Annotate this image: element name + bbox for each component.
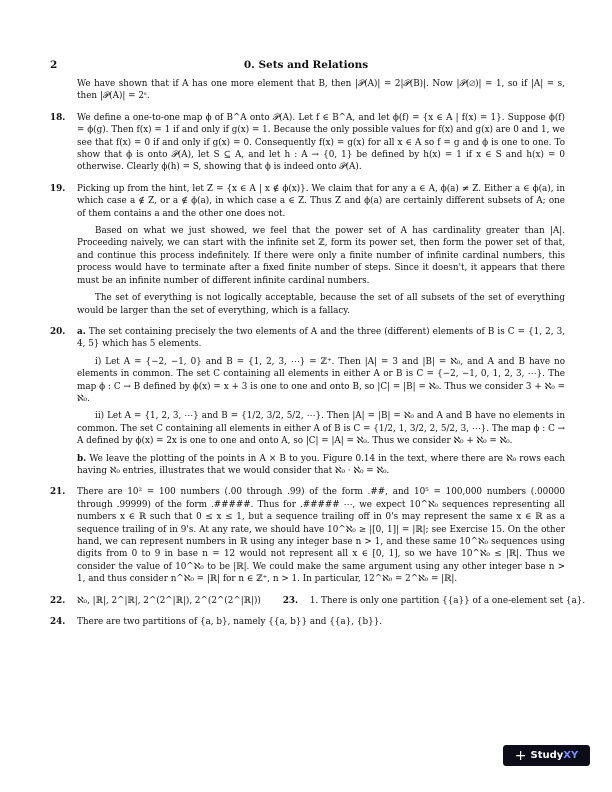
problem-19 — [50, 183, 565, 317]
problem-22 — [50, 595, 261, 607]
problem-19-paragraph-3: The set of everything is not logically acceptable, because the set of all subsets of the set of everything would be larger than the set of everything, which is a fallacy. — [77, 293, 565, 316]
problem-number: 18. — [50, 112, 66, 123]
problem-24-text: There are two partitions of {a, b}, namely {{a, b}} and {{a}, {b}}. — [77, 617, 383, 628]
problem-number: 20. — [50, 326, 66, 337]
part-b-text: We leave the plotting of the points in A × B to you. Figure 0.14 in the text, where there are ℵ₀ rows each having ℵ₀ entries, illustrates that we would consider that ℵ₀ · ℵ₀ = ℵ₀. — [77, 453, 566, 476]
problem-number: 24. — [50, 617, 66, 628]
page-content — [50, 78, 586, 628]
page-header — [50, 59, 562, 73]
studyxy-logo — [503, 745, 590, 766]
problem-number: 23. — [282, 595, 299, 606]
problem-22-text: ℵ₀, |ℝ|, 2^|ℝ|, 2^(2^|ℝ|), 2^(2^(2^|ℝ|)) — [77, 595, 261, 606]
problem-21-text: There are 10² = 100 numbers (.00 through .99) of the form .##, and 10⁵ = 100,000 numbers (.00000 through .99999) of the form .#####. Thus for .##### ⋯, we expect 10^ℵ₀ sequences representing all numbers x ∈ ℝ such that 0 ≤ x ≤ 1, but a sequence trailing off in 0's may represent the same x ∈ ℝ as a sequence trailing of in 9's. At any rate, we should have 10^ℵ₀ ≥ |[0, 1]| = |ℝ|; see Exercise 15. On the other hand, we can represent numbers in ℝ using any integer base n > 1, and these same 10^ℵ₀ sequences using digits from 0 to 9 in base n = 12 would not represent all x ∈ [0, 1], so we have 10^ℵ₀ ≤ |ℝ|. Thus we consider the value of 10^ℵ₀ to be |ℝ|. We could make the same argument using any other integer base n > 1, and thus consider n^ℵ₀ = |ℝ| for n ∈ ℤ⁺, n > 1. In particular, 12^ℵ₀ = 2^ℵ₀ = |ℝ|. — [77, 487, 565, 585]
part-label: a. — [77, 326, 86, 337]
part-a-text: The set containing precisely the two elements of A and the three (different) elements of B is C = {1, 2, 3, 4, 5} which has 5 elements. — [77, 326, 565, 350]
plus-icon: + — [514, 747, 527, 764]
problems-22-23-row — [50, 586, 586, 607]
problem-18-text: We define a one-to-one map ϕ of B^A onto 𝒫(A). Let f ∈ B^A, and let ϕ(f) = {x ∈ A | f(x) = 1}. Suppose ϕ(f) = ϕ(g). Then f(x) = 1 if and only if g(x) = 1. Because the only possible values for f(x) and g(x) are 0 and 1, we see that f(x) = 0 if and only if g(x) = 0. Consequently f(x) = g(x) for all x ∈ A so f = g and ϕ is one to one. To show that ϕ is onto 𝒫(A), let S ⊆ A, and let h : A → {0, 1} be defined by h(x) = 1 if x ∈ S and h(x) = 0 otherwise. Clearly ϕ(h) = S, showing that ϕ is indeed onto 𝒫(A). — [77, 112, 565, 173]
problem-20-case-i: i) Let A = {−2, −1, 0} and B = {1, 2, 3, ⋯} = ℤ⁺. Then |A| = 3 and |B| = ℵ₀, and A and B have no elements in common. The set C containing all elements in either A or B is C = {−2, −1, 0, 1, 2, 3, ⋯}. The map ϕ : C → B defined by ϕ(x) = x + 3 is one to one and onto B, so |C| = |B| = ℵ₀. Thus we consider 3 + ℵ₀ = ℵ₀. — [77, 356, 565, 404]
problem-20-part-b — [77, 453, 565, 478]
problem-20-case-ii: ii) Let A = {1, 2, 3, ⋯} and B = {1/2, 3/2, 5/2, ⋯}. Then |A| = |B| = ℵ₀ and A and B have no elements in common. The set C containing all elements in either A of B is C = {1/2, 1, 3/2, 2, 5/2, 3, ⋯}. The map ϕ : C → A defined by ϕ(x) = 2x is one to one and onto A, so |C| = |A| = ℵ₀. Thus we consider ℵ₀ + ℵ₀ = ℵ₀. — [77, 411, 565, 447]
problem-20 — [50, 326, 565, 477]
page-number: 2 — [50, 59, 58, 71]
problem-19-paragraph-2: Based on what we just showed, we feel that the power set of A has cardinality greater than |A|. Proceeding naively, we can start with the infinite set ℤ, form its power set, then form the power set of that, and continue this process indefinitely. If there were only a finite number of infinite cardinal numbers, this process would have to terminate after a fixed finite number of steps. Since it doesn't, it appears that there must be an infinite number of different infinite cardinal numbers. — [77, 226, 565, 286]
intro-paragraph: We have shown that if A has one more element that B, then |𝒫(A)| = 2|𝒫(B)|. Now |𝒫(∅)| = 1, so if |A| = s, then |𝒫(A)| = 2ˢ. — [77, 79, 565, 102]
problem-21 — [50, 486, 565, 585]
problem-23 — [283, 595, 585, 607]
problem-number: 21. — [50, 487, 66, 498]
problem-19-text: Picking up from the hint, let Z = {x ∈ A | x ∉ ϕ(x)}. We claim that for any a ∈ A, ϕ(a) ≠ Z. Either a ∈ ϕ(a), in which case a ∉ Z, or a ∉ ϕ(a), in which case a ∈ Z. Thus Z and ϕ(a) are certainly different subsets of A; one of them contains a and the other one does not. — [77, 183, 565, 219]
problem-18 — [50, 112, 565, 174]
chapter-title: 0. Sets and Relations — [243, 59, 369, 71]
problem-24 — [50, 616, 565, 628]
problem-23-text: 1. There is only one partition {{a}} of a one-element set {a}. — [309, 595, 586, 606]
logo-text: StudyXY — [530, 750, 579, 761]
problem-number: 19. — [50, 183, 66, 194]
part-label: b. — [77, 453, 87, 464]
problem-20-part-a — [77, 326, 565, 351]
problem-number: 22. — [50, 595, 66, 606]
